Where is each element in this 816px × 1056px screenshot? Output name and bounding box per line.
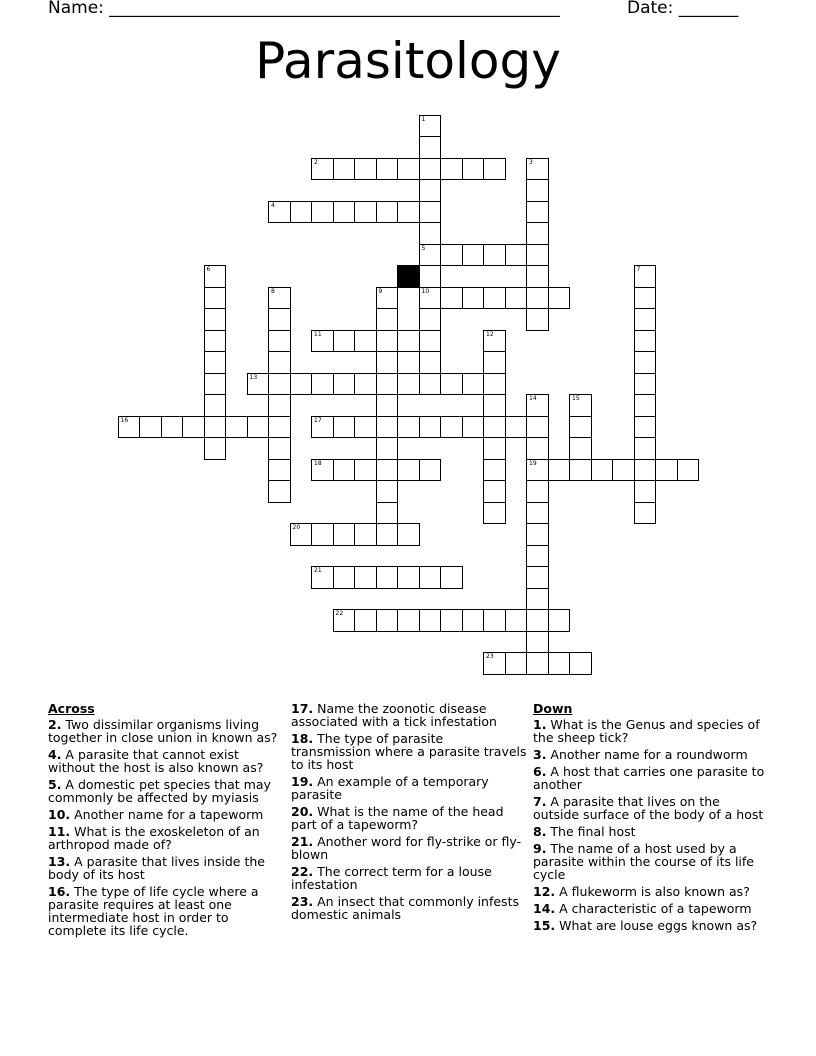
cell-number: 22 bbox=[335, 610, 344, 617]
clue-text: Name the zoonotic disease associated with a tick infestation bbox=[291, 701, 497, 729]
clue-number: 9. bbox=[533, 841, 547, 856]
crossword-cell[interactable] bbox=[634, 351, 657, 374]
clue-text: A domestic pet species that may commonly be affected by myiasis bbox=[48, 777, 271, 805]
crossword-cell[interactable] bbox=[483, 459, 506, 482]
crossword-cell[interactable] bbox=[419, 308, 442, 331]
crossword-cell[interactable] bbox=[419, 115, 442, 138]
crossword-cell[interactable] bbox=[311, 201, 334, 224]
crossword-cell[interactable] bbox=[376, 158, 399, 181]
crossword-cell[interactable] bbox=[634, 308, 657, 331]
clue-number: 6. bbox=[533, 764, 547, 779]
crossword-cell[interactable] bbox=[483, 244, 506, 267]
clue-item bbox=[48, 855, 278, 881]
crossword-cell[interactable] bbox=[634, 394, 657, 417]
crossword-cell[interactable] bbox=[419, 373, 442, 396]
crossword-cell[interactable] bbox=[440, 566, 463, 589]
crossword-cell[interactable] bbox=[204, 394, 227, 417]
crossword-cell[interactable] bbox=[204, 330, 227, 353]
crossword-cell[interactable] bbox=[483, 158, 506, 181]
crossword-cell[interactable] bbox=[419, 201, 442, 224]
clue-number: 11. bbox=[48, 824, 71, 839]
crossword-cell[interactable] bbox=[268, 459, 291, 482]
clue-item bbox=[291, 732, 527, 771]
crossword-cell[interactable] bbox=[376, 373, 399, 396]
crossword-cell[interactable] bbox=[526, 201, 549, 224]
clue-text: Two dissimilar organisms living together in close union in known as? bbox=[48, 717, 278, 745]
crossword-cell[interactable] bbox=[419, 287, 442, 310]
crossword-cell[interactable] bbox=[526, 308, 549, 331]
crossword-cell[interactable] bbox=[182, 416, 205, 439]
crossword-cell[interactable] bbox=[204, 265, 227, 288]
cell-number: 3 bbox=[529, 158, 533, 166]
cell-number: 6 bbox=[206, 266, 211, 273]
clue-item bbox=[48, 825, 278, 851]
crossword-cell[interactable] bbox=[204, 416, 227, 439]
crossword-cell[interactable] bbox=[376, 416, 399, 439]
across-clues-column-2 bbox=[291, 702, 527, 925]
crossword-cell[interactable] bbox=[354, 566, 377, 589]
crossword-cell[interactable] bbox=[505, 609, 528, 632]
clue-text: The type of life cycle where a parasite requires at least one intermediate host in order to complete its life cycle. bbox=[48, 884, 259, 938]
crossword-cell[interactable] bbox=[462, 287, 485, 310]
cell-number: 20 bbox=[292, 524, 301, 531]
crossword-cell[interactable] bbox=[634, 480, 657, 503]
crossword-cell[interactable] bbox=[397, 609, 420, 632]
clue-text: Another word for fly-strike or fly-blown bbox=[291, 834, 522, 862]
crossword-cell[interactable] bbox=[440, 373, 463, 396]
crossword-cell[interactable] bbox=[634, 416, 657, 439]
crossword-cell[interactable] bbox=[526, 588, 549, 611]
crossword-cell[interactable] bbox=[483, 502, 506, 525]
clue-number: 8. bbox=[533, 824, 547, 839]
crossword-cell[interactable] bbox=[419, 330, 442, 353]
crossword-cell[interactable] bbox=[655, 459, 678, 482]
clue-number: 20. bbox=[291, 804, 314, 819]
crossword-cell[interactable] bbox=[268, 201, 291, 224]
clue-item bbox=[533, 919, 768, 932]
down-heading: Down bbox=[533, 701, 573, 716]
crossword-cell[interactable] bbox=[376, 502, 399, 525]
crossword-cell[interactable] bbox=[526, 631, 549, 654]
clue-text: What is the Genus and species of the sheep tick? bbox=[533, 717, 760, 745]
clue-item bbox=[533, 748, 768, 761]
cell-number: 11 bbox=[314, 330, 322, 338]
crossword-cell[interactable] bbox=[526, 566, 549, 589]
clue-text: An insect that commonly infests domestic animals bbox=[291, 894, 519, 922]
crossword-cell[interactable] bbox=[634, 373, 657, 396]
clue-item bbox=[291, 895, 527, 921]
clue-number: 23. bbox=[291, 894, 314, 909]
clue-number: 12. bbox=[533, 884, 556, 899]
clue-text: A parasite that cannot exist without the host is also known as? bbox=[48, 747, 264, 775]
crossword-cell[interactable] bbox=[483, 480, 506, 503]
clue-number: 19. bbox=[291, 774, 314, 789]
clue-text: What is the exoskeleton of an arthropod made of? bbox=[48, 824, 260, 852]
clue-number: 10. bbox=[48, 807, 71, 822]
crossword-cell[interactable] bbox=[440, 609, 463, 632]
crossword-cell[interactable] bbox=[483, 437, 506, 460]
clue-text: Another name for a roundworm bbox=[546, 747, 748, 762]
clue-item bbox=[533, 718, 768, 744]
crossword-cell[interactable] bbox=[440, 416, 463, 439]
crossword-cell[interactable] bbox=[419, 265, 442, 288]
clue-text: The correct term for a louse infestation bbox=[291, 864, 492, 892]
crossword-cell[interactable] bbox=[612, 459, 635, 482]
cell-number: 16 bbox=[120, 416, 129, 424]
clue-number: 3. bbox=[533, 747, 547, 762]
cell-number: 12 bbox=[486, 330, 494, 338]
crossword-cell[interactable] bbox=[526, 652, 549, 675]
crossword-cell[interactable] bbox=[419, 179, 442, 202]
clue-item bbox=[291, 805, 527, 831]
crossword-cell[interactable] bbox=[290, 373, 313, 396]
crossword-cell[interactable] bbox=[634, 330, 657, 353]
crossword-cell[interactable] bbox=[397, 459, 420, 482]
clue-number: 16. bbox=[48, 884, 71, 899]
crossword-cell[interactable] bbox=[268, 351, 291, 374]
cell-number: 19 bbox=[529, 459, 537, 467]
crossword-cell[interactable] bbox=[526, 265, 549, 288]
crossword-cell[interactable] bbox=[376, 609, 399, 632]
clue-text: A flukeworm is also known as? bbox=[555, 884, 750, 899]
crossword-cell[interactable] bbox=[526, 459, 549, 482]
clue-item bbox=[48, 885, 278, 937]
cell-number: 9 bbox=[378, 287, 383, 295]
crossword-cell[interactable] bbox=[526, 158, 549, 181]
cell-number: 17 bbox=[314, 416, 322, 424]
crossword-cell[interactable] bbox=[483, 330, 506, 353]
crossword-cell[interactable] bbox=[311, 566, 334, 589]
crossword-cell[interactable] bbox=[526, 222, 549, 245]
crossword-cell[interactable] bbox=[247, 373, 270, 396]
clue-number: 7. bbox=[533, 794, 547, 809]
crossword-cell[interactable] bbox=[419, 609, 442, 632]
crossword-cell[interactable] bbox=[397, 373, 420, 396]
name-field-label: Name: _____________________________________________________ bbox=[48, 0, 560, 18]
crossword-cell[interactable] bbox=[311, 330, 334, 353]
crossword-cell[interactable] bbox=[268, 330, 291, 353]
cell-number: 8 bbox=[271, 287, 275, 295]
crossword-cell[interactable] bbox=[268, 437, 291, 460]
crossword-cell[interactable] bbox=[483, 652, 506, 675]
crossword-cell[interactable] bbox=[354, 330, 377, 353]
crossword-cell[interactable] bbox=[354, 609, 377, 632]
cell-number: 23 bbox=[486, 653, 494, 660]
cell-number: 14 bbox=[529, 395, 537, 402]
clue-text: A parasite that lives inside the body of its host bbox=[48, 854, 265, 882]
crossword-cell[interactable] bbox=[376, 480, 399, 503]
crossword-cell[interactable] bbox=[569, 394, 592, 417]
crossword-cell[interactable] bbox=[505, 652, 528, 675]
clue-text: The type of parasite transmission where a parasite travels to its host bbox=[291, 731, 527, 772]
clue-number: 22. bbox=[291, 864, 314, 879]
crossword-cell[interactable] bbox=[311, 158, 334, 181]
crossword-cell[interactable] bbox=[376, 523, 399, 546]
crossword-cell[interactable] bbox=[634, 502, 657, 525]
clue-item bbox=[291, 775, 527, 801]
clue-number: 2. bbox=[48, 717, 62, 732]
clue-item bbox=[533, 765, 768, 791]
crossword-cell[interactable] bbox=[569, 416, 592, 439]
crossword-cell[interactable] bbox=[526, 287, 549, 310]
clue-number: 18. bbox=[291, 731, 314, 746]
crossword-cell[interactable] bbox=[505, 244, 528, 267]
crossword-cell[interactable] bbox=[161, 416, 184, 439]
crossword-cell[interactable] bbox=[526, 523, 549, 546]
crossword-cell[interactable] bbox=[376, 459, 399, 482]
crossword-cell[interactable] bbox=[483, 287, 506, 310]
clue-item bbox=[533, 902, 768, 915]
crossword-cell[interactable] bbox=[526, 416, 549, 439]
crossword-cell[interactable] bbox=[376, 437, 399, 460]
crossword-cell[interactable] bbox=[290, 523, 313, 546]
cell-number: 10 bbox=[421, 287, 430, 295]
crossword-cell[interactable] bbox=[268, 480, 291, 503]
crossword-cell[interactable] bbox=[354, 416, 377, 439]
crossword-cell[interactable] bbox=[118, 416, 141, 439]
cell-number: 7 bbox=[636, 266, 641, 273]
crossword-cell[interactable] bbox=[376, 201, 399, 224]
crossword-cell[interactable] bbox=[268, 394, 291, 417]
clue-number: 4. bbox=[48, 747, 62, 762]
crossword-cell[interactable] bbox=[677, 459, 700, 482]
crossword-cell[interactable] bbox=[139, 416, 162, 439]
crossword-cell[interactable] bbox=[333, 158, 356, 181]
crossword-cell[interactable] bbox=[526, 179, 549, 202]
crossword-cell[interactable] bbox=[526, 480, 549, 503]
crossword-cell[interactable] bbox=[376, 351, 399, 374]
crossword-cell[interactable] bbox=[634, 287, 657, 310]
cell-number: 18 bbox=[314, 459, 322, 467]
cell-number: 4 bbox=[271, 201, 275, 209]
crossword-cell[interactable] bbox=[526, 394, 549, 417]
cell-number: 2 bbox=[314, 158, 318, 166]
crossword-cell[interactable] bbox=[333, 459, 356, 482]
cell-number: 15 bbox=[572, 395, 580, 402]
crossword-cell[interactable] bbox=[333, 609, 356, 632]
clue-number: 13. bbox=[48, 854, 71, 869]
crossword-cell[interactable] bbox=[204, 308, 227, 331]
crossword-cell[interactable] bbox=[419, 416, 442, 439]
crossword-cell[interactable] bbox=[333, 330, 356, 353]
crossword-cell[interactable] bbox=[548, 287, 571, 310]
crossword-cell[interactable] bbox=[483, 373, 506, 396]
clue-item bbox=[48, 718, 278, 744]
clue-number: 14. bbox=[533, 901, 556, 916]
clue-text: The final host bbox=[546, 824, 636, 839]
crossword-cell[interactable] bbox=[333, 373, 356, 396]
crossword-cell[interactable] bbox=[419, 222, 442, 245]
crossword-cell[interactable] bbox=[569, 437, 592, 460]
crossword-cell[interactable] bbox=[569, 459, 592, 482]
crossword-cell[interactable] bbox=[483, 351, 506, 374]
cell-number: 21 bbox=[314, 567, 322, 574]
crossword-cell[interactable] bbox=[526, 609, 549, 632]
crossword-cell[interactable] bbox=[333, 523, 356, 546]
crossword-cell[interactable] bbox=[419, 566, 442, 589]
cell-number: 5 bbox=[421, 244, 426, 252]
crossword-cell[interactable] bbox=[354, 373, 377, 396]
clue-item bbox=[291, 702, 527, 728]
crossword-cell[interactable] bbox=[354, 158, 377, 181]
across-heading: Across bbox=[48, 701, 95, 716]
crossword-cell[interactable] bbox=[440, 287, 463, 310]
clue-text: What is the name of the head part of a tapeworm? bbox=[291, 804, 504, 832]
clue-number: 5. bbox=[48, 777, 62, 792]
crossword-cell[interactable] bbox=[376, 308, 399, 331]
crossword-cell[interactable] bbox=[548, 609, 571, 632]
crossword-cell[interactable] bbox=[397, 416, 420, 439]
crossword-cell[interactable] bbox=[419, 136, 442, 159]
crossword-cell[interactable] bbox=[397, 330, 420, 353]
clue-number: 15. bbox=[533, 918, 556, 933]
crossword-cell[interactable] bbox=[376, 394, 399, 417]
crossword-cell[interactable] bbox=[419, 459, 442, 482]
crossword-cell[interactable] bbox=[397, 523, 420, 546]
crossword-cell[interactable] bbox=[268, 373, 291, 396]
crossword-cell[interactable] bbox=[333, 416, 356, 439]
crossword-cell[interactable] bbox=[526, 502, 549, 525]
crossword-cell[interactable] bbox=[634, 265, 657, 288]
clue-number: 21. bbox=[291, 834, 314, 849]
crossword-cell[interactable] bbox=[268, 416, 291, 439]
crossword-cell[interactable] bbox=[483, 394, 506, 417]
crossword-cell[interactable] bbox=[526, 437, 549, 460]
crossword-cell[interactable] bbox=[354, 523, 377, 546]
across-clues-column-1 bbox=[48, 702, 278, 941]
crossword-cell[interactable] bbox=[483, 416, 506, 439]
clue-number: 17. bbox=[291, 701, 314, 716]
crossword-cell[interactable] bbox=[505, 416, 528, 439]
clue-item bbox=[533, 885, 768, 898]
crossword-cell[interactable] bbox=[376, 330, 399, 353]
crossword-cell[interactable] bbox=[225, 416, 248, 439]
clue-text: A characteristic of a tapeworm bbox=[555, 901, 752, 916]
cell-number: 13 bbox=[249, 373, 258, 381]
crossword-cell[interactable] bbox=[397, 201, 420, 224]
crossword-cell[interactable] bbox=[462, 244, 485, 267]
clue-text: An example of a temporary parasite bbox=[291, 774, 489, 802]
crossword-cell[interactable] bbox=[311, 416, 334, 439]
clue-text: The name of a host used by a parasite within the course of its life cycle bbox=[533, 841, 754, 882]
clue-item bbox=[533, 842, 768, 881]
crossword-cell[interactable] bbox=[419, 351, 442, 374]
crossword-cell[interactable] bbox=[354, 201, 377, 224]
crossword-cell[interactable] bbox=[268, 308, 291, 331]
crossword-cell[interactable] bbox=[634, 437, 657, 460]
crossword-cell[interactable] bbox=[333, 201, 356, 224]
crossword-cell[interactable] bbox=[419, 244, 442, 267]
crossword-cell[interactable] bbox=[548, 459, 571, 482]
clue-item bbox=[533, 795, 768, 821]
crossword-cell[interactable] bbox=[376, 287, 399, 310]
crossword-cell[interactable] bbox=[526, 244, 549, 267]
crossword-cell[interactable] bbox=[268, 287, 291, 310]
crossword-cell[interactable] bbox=[462, 158, 485, 181]
crossword-cell[interactable] bbox=[397, 158, 420, 181]
crossword-cell[interactable] bbox=[483, 609, 506, 632]
clue-item bbox=[48, 808, 278, 821]
clue-item bbox=[291, 865, 527, 891]
crossword-cell[interactable] bbox=[311, 523, 334, 546]
crossword-cell[interactable] bbox=[634, 459, 657, 482]
crossword-cell[interactable] bbox=[569, 652, 592, 675]
crossword-cell[interactable] bbox=[462, 373, 485, 396]
clue-number: 1. bbox=[533, 717, 547, 732]
clue-item bbox=[533, 825, 768, 838]
crossword-black-cell bbox=[397, 265, 420, 288]
crossword-cell[interactable] bbox=[591, 459, 614, 482]
crossword-cell[interactable] bbox=[290, 201, 313, 224]
down-clues-column bbox=[533, 702, 768, 936]
crossword-cell[interactable] bbox=[505, 287, 528, 310]
crossword-cell[interactable] bbox=[548, 652, 571, 675]
page-title: Parasitology bbox=[255, 32, 561, 90]
date-field-label: Date: _______ bbox=[627, 0, 739, 18]
crossword-cell[interactable] bbox=[204, 351, 227, 374]
clue-text: A parasite that lives on the outside surface of the body of a host bbox=[533, 794, 764, 822]
crossword-cell[interactable] bbox=[440, 158, 463, 181]
crossword-cell[interactable] bbox=[419, 158, 442, 181]
crossword-cell[interactable] bbox=[311, 373, 334, 396]
clue-text: A host that carries one parasite to another bbox=[533, 764, 765, 792]
crossword-cell[interactable] bbox=[204, 287, 227, 310]
clue-text: What are louse eggs known as? bbox=[555, 918, 758, 933]
crossword-cell[interactable] bbox=[376, 566, 399, 589]
crossword-cell[interactable] bbox=[204, 437, 227, 460]
crossword-cell[interactable] bbox=[462, 416, 485, 439]
clue-item bbox=[48, 778, 278, 804]
clue-text: Another name for a tapeworm bbox=[70, 807, 264, 822]
crossword-cell[interactable] bbox=[204, 373, 227, 396]
clue-item bbox=[291, 835, 527, 861]
clue-item bbox=[48, 748, 278, 774]
crossword-cell[interactable] bbox=[462, 609, 485, 632]
crossword-cell[interactable] bbox=[397, 566, 420, 589]
crossword-cell[interactable] bbox=[333, 566, 356, 589]
crossword-cell[interactable] bbox=[311, 459, 334, 482]
crossword-cell[interactable] bbox=[526, 545, 549, 568]
crossword-cell[interactable] bbox=[440, 244, 463, 267]
crossword-cell[interactable] bbox=[247, 416, 270, 439]
crossword-cell[interactable] bbox=[354, 459, 377, 482]
cell-number: 1 bbox=[421, 115, 426, 123]
